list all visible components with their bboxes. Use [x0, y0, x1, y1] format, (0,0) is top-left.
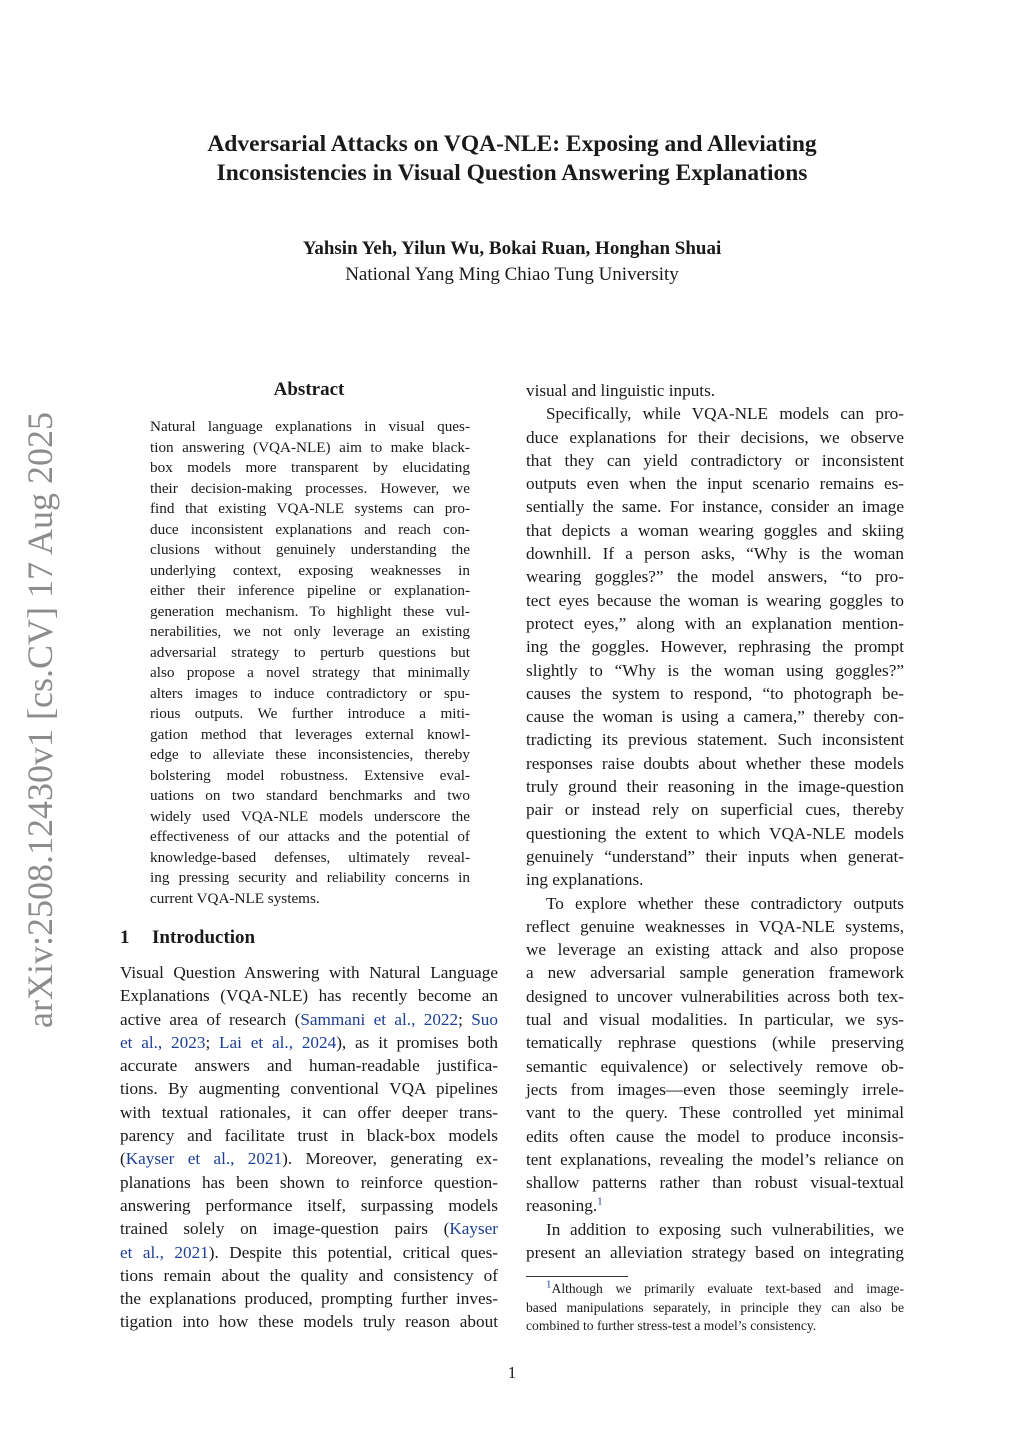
text-run: jects from images—even those seemingly irrele-: [526, 1079, 904, 1099]
intro-line: [526, 868, 904, 891]
citation-link[interactable]: et al., 2021: [120, 1242, 209, 1262]
intro-line: [120, 1054, 498, 1077]
text-run: shallow patterns rather than robust visual-textual: [526, 1173, 904, 1193]
abstract-line: find that existing VQA-NLE systems can pro-: [150, 500, 470, 517]
intro-left-column: [120, 961, 498, 1334]
intro-line: [526, 822, 904, 845]
text-run: downhill. If a person asks, “Why is the woman: [526, 544, 904, 564]
citation-link[interactable]: et al., 2023: [120, 1032, 206, 1052]
intro-line: [526, 426, 904, 449]
footnote: [526, 1280, 904, 1336]
footnote-marker[interactable]: 1: [546, 1278, 552, 1291]
text-run: ;: [205, 1032, 220, 1052]
footnote-line: [526, 1317, 904, 1336]
intro-line: [526, 775, 904, 798]
intro-line: [526, 565, 904, 588]
text-run: that depicts a woman wearing goggles and skiing: [526, 520, 904, 540]
text-run: questioning the extent to which VQA-NLE models: [526, 823, 904, 843]
footnote-line: [526, 1299, 904, 1318]
abstract-line: their decision-making processes. However, we: [150, 479, 470, 497]
text-run: tions remain about the quality and consistency of: [120, 1265, 498, 1285]
section-title: Introduction: [152, 927, 256, 948]
text-run: reflect genuine weaknesses in VQA-NLE systems,: [526, 916, 904, 936]
intro-line: [526, 1125, 904, 1148]
text-run: Explanations (VQA-NLE) has recently become an: [120, 986, 498, 1006]
abstract-line: widely used VQA-NLE models underscore the: [150, 807, 470, 825]
text-run: responses raise doubts about whether these models: [526, 753, 904, 773]
text-run: tematically rephrase questions (while preserving: [526, 1033, 904, 1053]
text-run: genuinely “understand” their inputs when generat-: [526, 846, 904, 866]
intro-line: [526, 892, 904, 915]
intro-line: [526, 798, 904, 821]
abstract-line: adversarial strategy to perturb questions but: [150, 643, 470, 661]
section-heading-introduction: [120, 925, 498, 951]
intro-line: [526, 961, 904, 984]
text-run: duce explanations for their decisions, we observe: [526, 427, 904, 447]
intro-line: [120, 1008, 498, 1031]
intro-line: [526, 472, 904, 495]
text-run: answering performance itself, surpassing models: [120, 1195, 498, 1215]
text-run: cause the woman is using a camera,” thereby con-: [526, 707, 904, 727]
text-run: Specifically, while VQA-NLE models can pro-: [546, 404, 904, 424]
intro-line: [120, 1217, 498, 1240]
text-run: Although we primarily evaluate text-based and image-: [551, 1281, 904, 1296]
footnote-rule: [526, 1276, 628, 1277]
text-run: ). Despite this potential, critical ques-: [208, 1242, 499, 1262]
abstract-line: uations on two standard benchmarks and two: [150, 787, 470, 804]
intro-line: [526, 659, 904, 682]
text-run: visual and linguistic inputs.: [526, 381, 716, 400]
intro-line: [526, 938, 904, 961]
intro-line: [526, 1218, 904, 1241]
text-run: that they can yield contradictory or inconsistent: [526, 450, 904, 470]
intro-line: [120, 1031, 498, 1054]
abstract-line: duce inconsistent explanations and reach con-: [150, 520, 470, 538]
citation-link[interactable]: Kayser et al., 2021: [125, 1149, 283, 1169]
intro-line: [526, 495, 904, 518]
abstract-heading: Abstract: [273, 379, 345, 400]
footnote-line: [526, 1280, 904, 1299]
text-run: semantic equivalence) or selectively remove ob-: [526, 1056, 904, 1076]
text-run: present an alleviation strategy based on integrating: [526, 1242, 904, 1262]
intro-line: [526, 1078, 904, 1101]
text-run: sentially the same. For instance, consider an image: [526, 497, 904, 517]
intro-line: [526, 635, 904, 658]
intro-line: [526, 985, 904, 1008]
text-run: tigation into how these models truly reason about: [120, 1312, 498, 1332]
text-run: vant to the query. These controlled yet minimal: [526, 1103, 904, 1123]
intro-line: [120, 1310, 498, 1333]
footnote-marker[interactable]: 1: [597, 1195, 603, 1208]
abstract-line: current VQA-NLE systems.: [150, 889, 320, 907]
intro-line: [120, 984, 498, 1007]
text-run: causes the system to respond, “to photograph be-: [526, 683, 904, 703]
title-line-2: Inconsistencies in Visual Question Answering Explanations: [216, 160, 808, 186]
abstract-line: bolstering model robustness. Extensive eval-: [150, 766, 470, 784]
abstract-line: alters images to induce contradictory or spu-: [150, 684, 470, 702]
intro-line: [526, 402, 904, 425]
text-run: Visual Question Answering with Natural Language: [120, 963, 498, 982]
abstract-line: knowledge-based defenses, ultimately reveal-: [150, 848, 470, 866]
text-run: with textual rationales, it can offer deeper trans-: [120, 1102, 498, 1122]
text-run: ;: [458, 1009, 472, 1029]
text-run: trained solely on image-question pairs (: [120, 1219, 450, 1239]
text-run: the explanations produced, prompting further inves-: [120, 1289, 498, 1309]
text-run: ). Moreover, generating ex-: [282, 1149, 498, 1169]
intro-line: [526, 519, 904, 542]
abstract-line: ing pressing security and reliability concerns in: [150, 869, 470, 886]
intro-line: [526, 705, 904, 728]
citation-link[interactable]: Kayser: [449, 1219, 498, 1239]
intro-line: [120, 1101, 498, 1124]
abstract-line: clusions without genuinely understanding the: [150, 541, 470, 558]
text-run: tent explanations, revealing the model’s reliance on: [526, 1149, 904, 1169]
intro-line: [526, 1194, 904, 1217]
text-run: tect eyes because the woman is wearing goggles to: [526, 590, 904, 610]
citation-link[interactable]: Suo: [471, 1009, 498, 1029]
abstract-line: rious outputs. We further introduce a miti-: [150, 705, 470, 722]
text-run: ing explanations.: [526, 870, 644, 890]
text-run: edits often cause the model to produce inconsis-: [526, 1126, 904, 1146]
intro-line: [526, 1241, 904, 1264]
intro-line: [526, 1031, 904, 1054]
page-number: 1: [507, 1363, 517, 1382]
text-run: tions. By augmenting conventional VQA pipelines: [120, 1079, 498, 1099]
abstract-line: edge to alleviate these inconsistencies, thereby: [150, 746, 470, 763]
intro-line: [120, 1147, 498, 1170]
abstract-line: Natural language explanations in visual ques-: [150, 418, 470, 435]
intro-line: [526, 845, 904, 868]
abstract-line: nerabilities, we not only leverage an existing: [150, 623, 470, 640]
arxiv-stamp: arXiv:2508.12430v1 [cs.CV] 17 Aug 2025: [20, 412, 60, 1028]
abstract-line: box models more transparent by elucidating: [150, 459, 470, 476]
text-run: outputs even when the input scenario remains es-: [526, 474, 904, 494]
intro-line: [526, 1171, 904, 1194]
section-number: 1: [120, 927, 130, 948]
intro-line: [120, 1241, 498, 1264]
text-run: protect eyes,” along with an explanation mention-: [526, 613, 904, 633]
intro-line: [120, 1124, 498, 1147]
citation-link[interactable]: Sammani et al., 2022: [300, 1009, 459, 1029]
text-run: ), as it promises both: [336, 1032, 499, 1052]
intro-right-column: [526, 379, 904, 1264]
abstract-line: generation mechanism. To highlight these vul-: [150, 602, 470, 620]
intro-line: [526, 1148, 904, 1171]
intro-line: [120, 1194, 498, 1217]
text-run: planations has been shown to reinforce question-: [120, 1172, 498, 1192]
text-run: slightly to “Why is the woman using goggles?”: [526, 660, 904, 680]
abstract-line: gation method that leverages external knowl-: [150, 725, 470, 743]
abstract-body: [150, 417, 470, 909]
paper-title: [120, 130, 904, 188]
text-run: tual and visual modalities. In particular, we sys-: [526, 1010, 904, 1030]
text-run: ing the goggles. However, rephrasing the prompt: [526, 637, 904, 657]
text-run: combined to further stress-test a model’s consistency.: [526, 1318, 817, 1333]
text-run: tradicting its previous statement. Such inconsistent: [526, 730, 904, 750]
text-run: parency and facilitate trust in black-box models: [120, 1126, 498, 1146]
intro-line: [526, 1055, 904, 1078]
text-run: based manipulations separately, in principle they can also be: [526, 1299, 904, 1315]
abstract-line: either their inference pipeline or explanation-: [150, 582, 470, 599]
intro-line: [526, 589, 904, 612]
intro-line: [526, 1101, 904, 1124]
text-run: we leverage an existing attack and also propose: [526, 940, 904, 960]
intro-line: [526, 915, 904, 938]
intro-line: [120, 1264, 498, 1287]
abstract-line: effectiveness of our attacks and the potential of: [150, 828, 470, 845]
text-run: wearing goggles?” the model answers, “to pro-: [526, 567, 904, 587]
abstract-line: also propose a novel strategy that minimally: [150, 664, 470, 681]
intro-line: [120, 1287, 498, 1310]
abstract-line: underlying context, exposing weaknesses in: [150, 561, 470, 579]
intro-line: [526, 682, 904, 705]
intro-line: [120, 1171, 498, 1194]
affiliation: National Yang Ming Chiao Tung University: [345, 264, 679, 285]
citation-link[interactable]: Lai et al., 2024: [219, 1032, 337, 1052]
text-run: (: [120, 1149, 126, 1169]
text-run: active area of research (: [120, 1009, 301, 1029]
intro-line: [526, 612, 904, 635]
text-run: To explore whether these contradictory outputs: [546, 893, 904, 913]
intro-line: [120, 1077, 498, 1100]
intro-line: [526, 1008, 904, 1031]
abstract-line: tion answering (VQA-NLE) aim to make black-: [150, 438, 470, 456]
author-list: Yahsin Yeh, Yilun Wu, Bokai Ruan, Honghan Shuai: [302, 238, 722, 259]
text-run: pair or instead rely on superficial cues, thereby: [526, 800, 904, 820]
intro-line: [526, 752, 904, 775]
text-run: a new adversarial sample generation framework: [526, 963, 904, 983]
intro-line: [120, 961, 498, 984]
text-run: truly ground their reasoning in the image-question: [526, 777, 904, 797]
text-run: designed to uncover vulnerabilities across both tex-: [526, 986, 904, 1006]
title-line-1: Adversarial Attacks on VQA-NLE: Exposing and Alleviating: [207, 131, 817, 157]
text-run: In addition to exposing such vulnerabilities, we: [546, 1219, 904, 1239]
intro-line: [526, 542, 904, 565]
intro-line: [526, 728, 904, 751]
intro-line: [526, 449, 904, 472]
text-run: accurate answers and human-readable justifica-: [120, 1056, 498, 1076]
text-run: reasoning.: [526, 1196, 598, 1216]
intro-line: [526, 379, 904, 402]
